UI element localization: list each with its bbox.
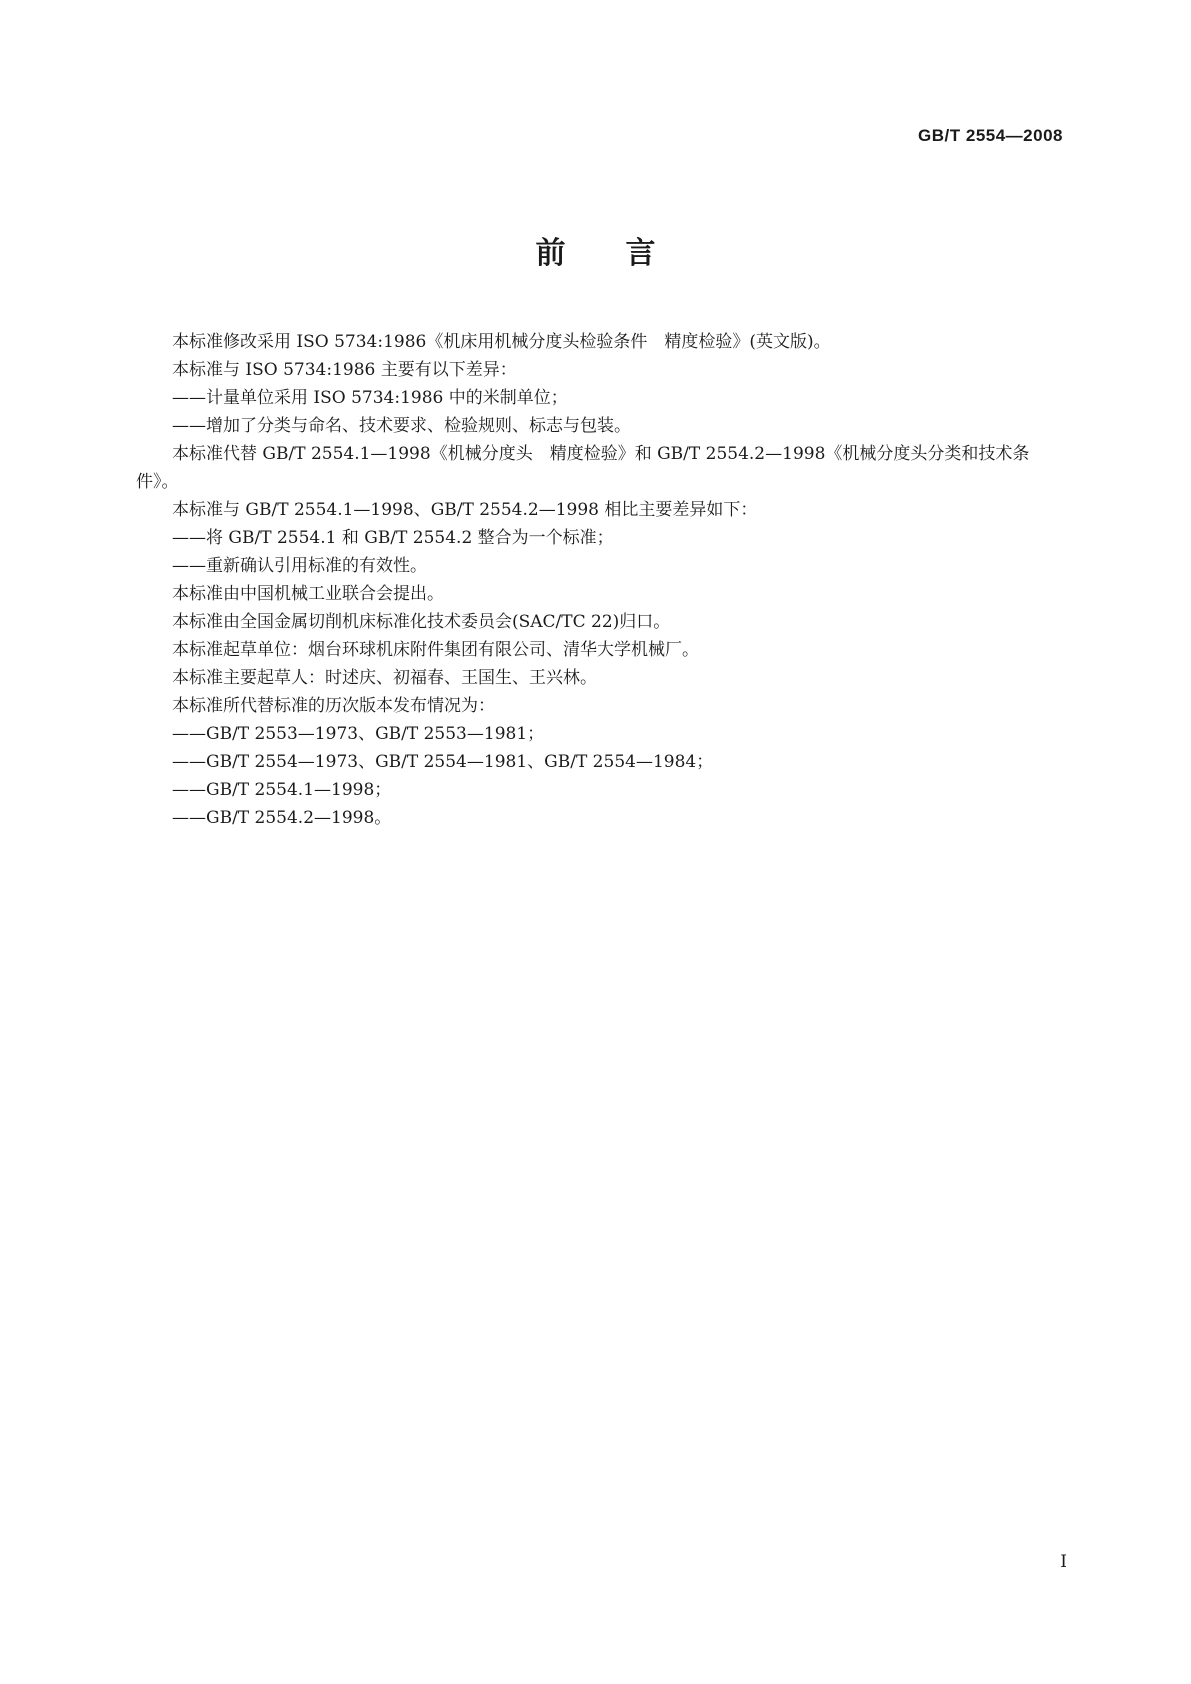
- list-item: ——GB/T 2554.1—1998；: [172, 780, 392, 800]
- foreword-body: [136, 328, 1056, 832]
- list-item: ——重新确认引用标准的有效性。: [172, 556, 427, 576]
- list-item: ——GB/T 2553—1973、GB/T 2553—1981；: [172, 724, 545, 744]
- paragraph: 本标准所代替标准的历次版本发布情况为：: [172, 696, 495, 716]
- page-title: 前言: [535, 236, 716, 271]
- paragraph: 本标准主要起草人：时述庆、初福春、王国生、王兴林。: [172, 668, 597, 688]
- paragraph: 本标准与 ISO 5734:1986 主要有以下差异：: [172, 360, 517, 380]
- paragraph: 本标准由中国机械工业联合会提出。: [172, 584, 444, 604]
- list-item: ——增加了分类与命名、技术要求、检验规则、标志与包装。: [172, 416, 631, 436]
- standard-code: GB/T 2554—2008: [918, 126, 1063, 145]
- paragraph: 本标准代替 GB/T 2554.1—1998《机械分度头 精度检验》和 GB/T 2554.2—1998《机械分度头分类和技术条件》。: [136, 444, 1030, 492]
- page-number: I: [1060, 1552, 1067, 1572]
- paragraph: 本标准与 GB/T 2554.1—1998、GB/T 2554.2—1998 相比主要差异如下：: [172, 500, 758, 520]
- list-item: ——GB/T 2554—1973、GB/T 2554—1981、GB/T 2554—1984；: [172, 752, 714, 772]
- paragraph: 本标准修改采用 ISO 5734:1986《机床用机械分度头检验条件 精度检验》(英文版)。: [172, 332, 831, 352]
- list-item: ——将 GB/T 2554.1 和 GB/T 2554.2 整合为一个标准；: [172, 528, 614, 548]
- list-item: ——计量单位采用 ISO 5734:1986 中的米制单位；: [172, 388, 568, 408]
- list-item: ——GB/T 2554.2—1998。: [172, 808, 392, 828]
- paragraph: 本标准由全国金属切削机床标准化技术委员会(SAC/TC 22)归口。: [172, 612, 671, 632]
- paragraph: 本标准起草单位：烟台环球机床附件集团有限公司、清华大学机械厂。: [172, 640, 699, 660]
